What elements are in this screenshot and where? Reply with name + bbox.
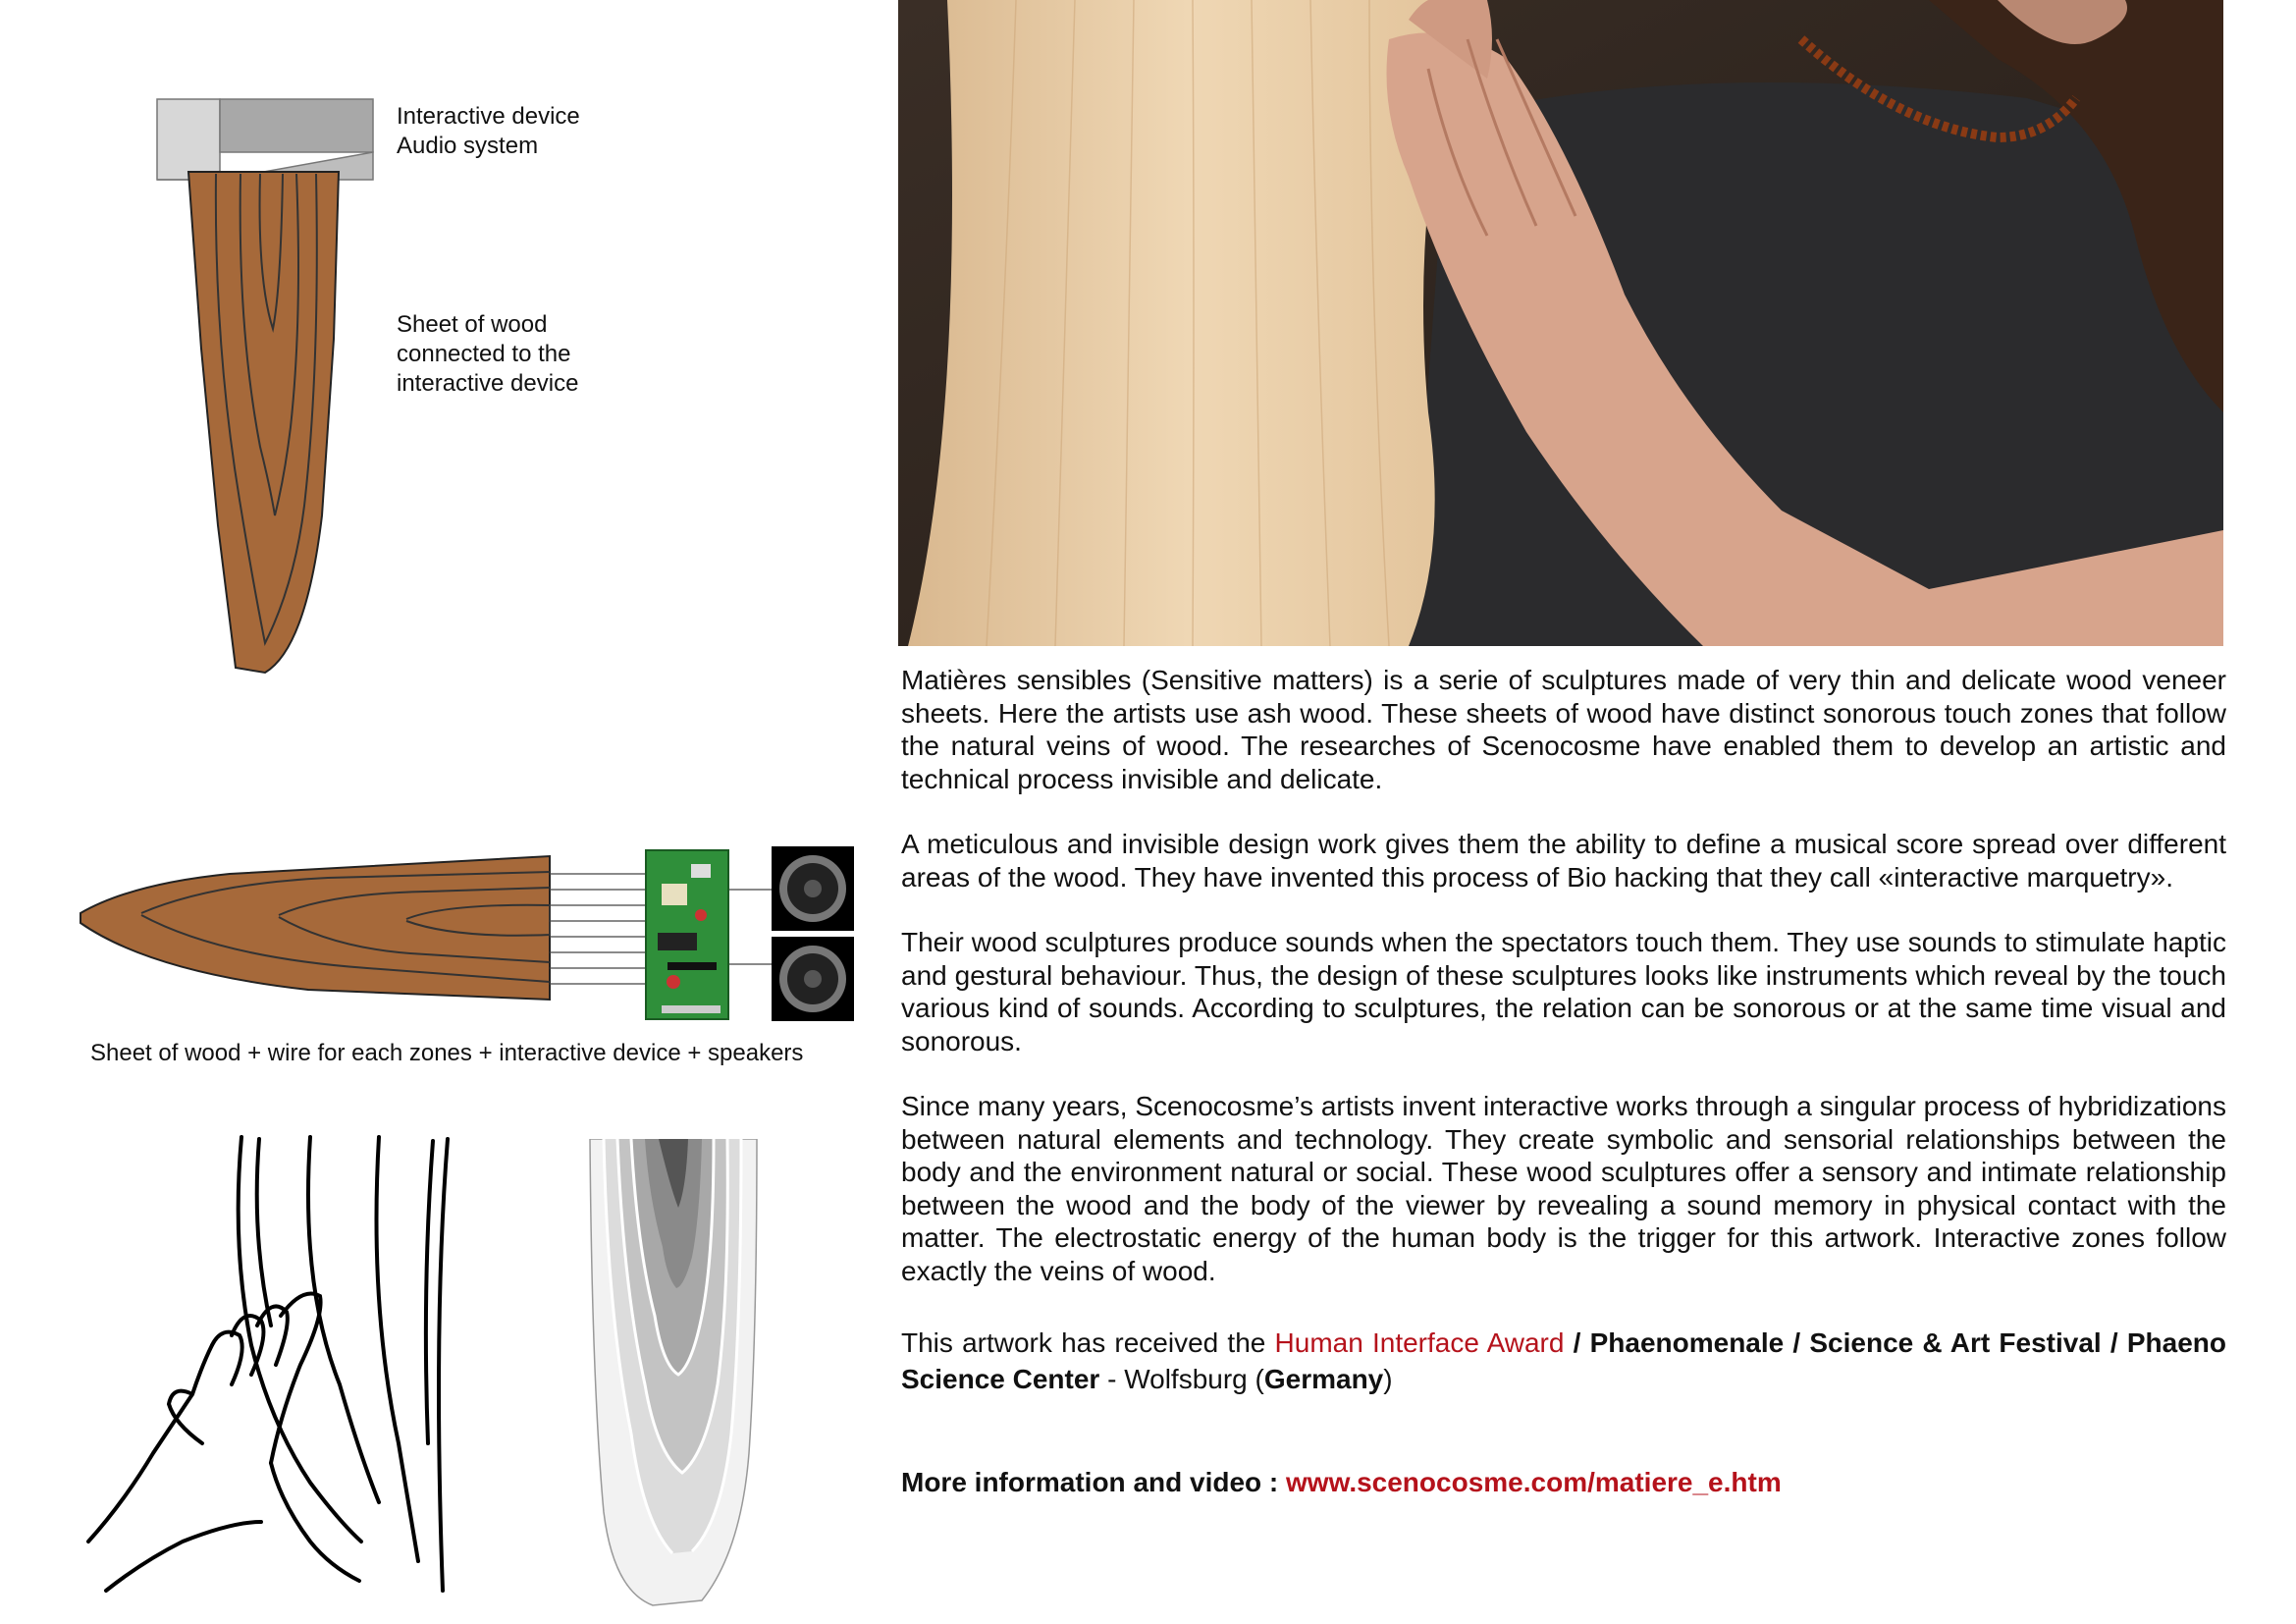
more-info-paragraph (901, 1466, 2226, 1499)
photo-hand-on-wood (898, 0, 2223, 646)
device-label-line1: Interactive device (397, 103, 580, 130)
circuit-board-icon (646, 850, 728, 1019)
vertical-wood-sheet-illustration (147, 93, 383, 682)
article-paragraph-1: Matières sensibles (Sensitive matters) is a serie of sculptures made of very thin and delicate wood veneer sheets. Here the artists use ash wood. These sheets of wood have distinct sonorous touch zones that follow the natural veins of wood. The researches of Scenocosme have enabled them to develop an artistic and technical process invisible and delicate. (901, 665, 2226, 794)
more-info-link[interactable]: www.scenocosme.com/matiere_e.htm (1286, 1467, 1782, 1497)
middle-diagram-caption: Sheet of wood + wire for each zones + interactive device + speakers (90, 1040, 804, 1066)
sheet-label-line3: interactive device (397, 370, 579, 397)
speaker-icon-top (772, 846, 854, 931)
award-country: Germany (1263, 1364, 1384, 1394)
award-sep-1: / (1564, 1327, 1590, 1358)
award-name-link[interactable]: Human Interface Award (1274, 1327, 1565, 1358)
zones-drawing (584, 1139, 771, 1610)
artwork-photo (898, 0, 2223, 646)
sheet-label-line1: Sheet of wood (397, 311, 548, 338)
hand-drawing (84, 1129, 477, 1600)
article-paragraph-4: Since many years, Scenocosme’s artists invent interactive works through a singular process of hybridizations between natural elements and technology. They create symbolic and sensorial relationships between the body and the environment natural or social. These wood sculptures offer a sensory and intimate relationship between the wood and the body of the viewer by revealing a sound memory in physical contact with the matter. The electrostatic energy of the human body is the trigger for this artwork. Interactive zones follow exactly the veins of wood. (901, 1091, 2226, 1286)
device-label-line2: Audio system (397, 133, 539, 159)
grey-touch-zones-illustration (584, 1139, 771, 1610)
device-label (397, 102, 580, 161)
award-close: ) (1383, 1364, 1393, 1394)
speaker-icon-bottom (772, 937, 854, 1021)
hand-on-wood-line-drawing (84, 1129, 477, 1600)
more-info-label: More information and video : (901, 1467, 1287, 1497)
article-paragraph-2: A meticulous and invisible design work gives them the ability to define a musical score spread over different areas of the wood. They have invented this process of Bio hacking that they call «interactive marquetry». (901, 829, 2226, 893)
middle-diagram (73, 844, 858, 1031)
article-body (901, 664, 2226, 1532)
award-paragraph (901, 1325, 2226, 1397)
award-sep-2: / (2101, 1327, 2127, 1358)
award-center: Phaeno Science Center (901, 1327, 2226, 1394)
sheet-label (397, 310, 578, 399)
horizontal-wood-sheet-illustration (73, 844, 858, 1031)
article-paragraph-3: Their wood sculptures produce sounds when the spectators touch them. They use sounds to stimulate haptic and gestural behaviour. Thus, the design of these sculptures looks like instruments which reveal by the touch various kind of sounds. According to sculptures, the relation can be sonorous or at the same time visual and sonorous. (901, 927, 2226, 1056)
award-city: - Wolfsburg ( (1099, 1364, 1264, 1394)
award-intro: This artwork has received the (901, 1327, 1275, 1358)
award-festival: Phaenomenale / Science & Art Festival (1589, 1327, 2102, 1358)
sheet-label-line2: connected to the (397, 341, 571, 367)
top-diagram (147, 93, 383, 682)
